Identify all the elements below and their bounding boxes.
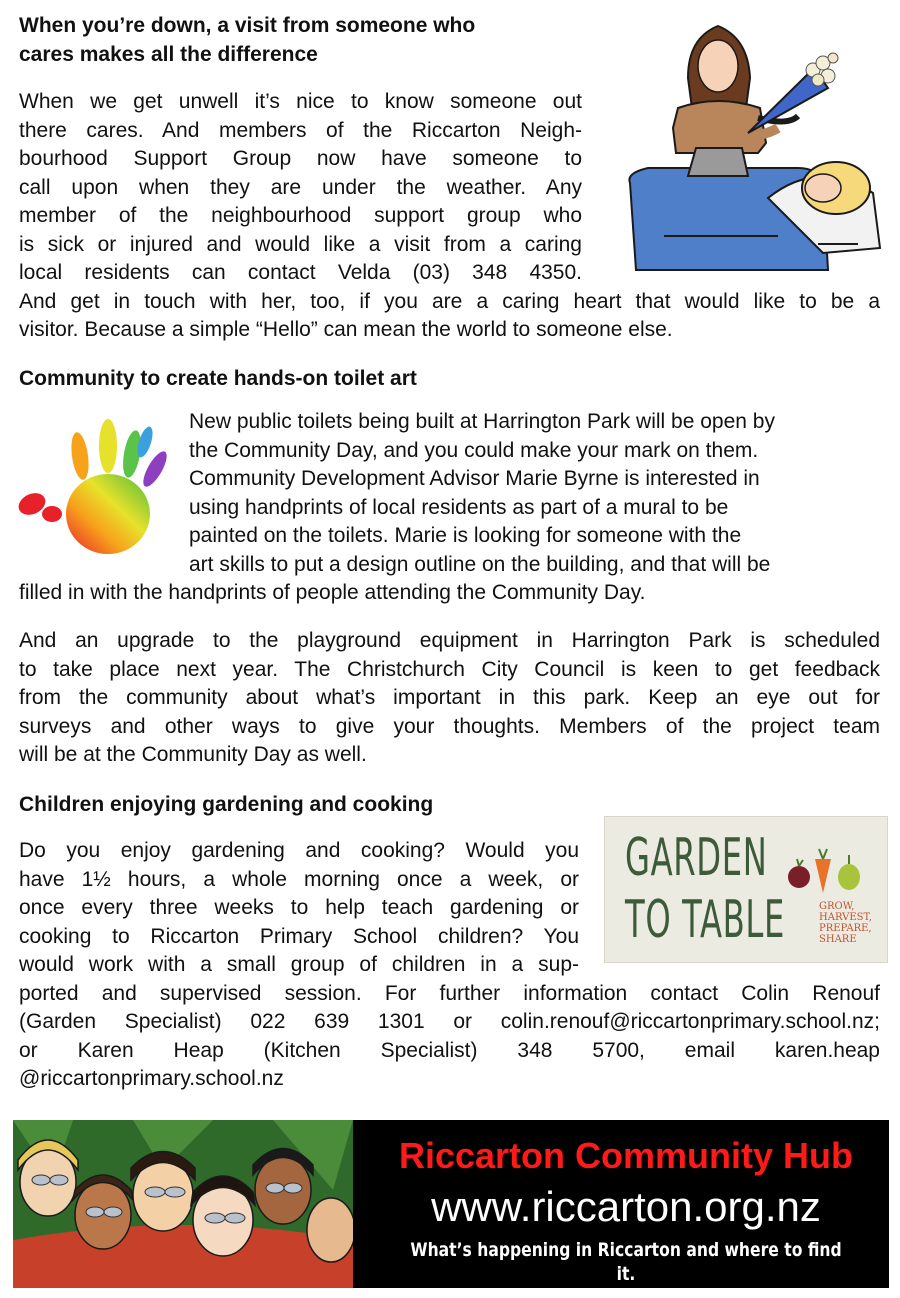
body-line: once every three weeks to help teach gardening or bbox=[19, 896, 579, 919]
body-line: local residents can contact Velda (03) 348 4350. bbox=[19, 261, 582, 284]
body-line: bourhood Support Group now have someone to bbox=[19, 147, 582, 170]
body-line: And get in touch with her, too, if you are a caring heart that would like to be a bbox=[19, 289, 880, 313]
section3-heading: Children enjoying gardening and cooking bbox=[19, 793, 434, 816]
logo-tagline-line: SHARE bbox=[819, 934, 857, 945]
body-line: would work with a small group of children in a sup- bbox=[19, 953, 579, 976]
body-line: (Garden Specialist) 022 639 1301 or colin.renouf@riccartonprimary.school.nz; bbox=[19, 1010, 880, 1033]
visitor-with-flowers-illustration bbox=[618, 8, 888, 278]
body-line: will be at the Community Day as well. bbox=[19, 743, 367, 766]
community-faces-illustration bbox=[13, 1120, 353, 1288]
body-line: When we get unwell it’s nice to know someone out bbox=[19, 90, 582, 113]
section1-heading-line: cares makes all the difference bbox=[19, 43, 318, 66]
body-line: to take place next year. The Christchurch City Council is keen to get feedback bbox=[19, 657, 880, 681]
body-line: @riccartonprimary.school.nz bbox=[19, 1067, 284, 1090]
section2-body bbox=[19, 408, 880, 608]
body-line: And an upgrade to the playground equipment in Harrington Park is scheduled bbox=[19, 629, 880, 652]
body-line: Do you enjoy gardening and cooking? Would you bbox=[19, 839, 579, 862]
body-line: art skills to put a design outline on the building, and that will be bbox=[189, 552, 771, 576]
body-line: or Karen Heap (Kitchen Specialist) 348 5700, email karen.heap bbox=[19, 1038, 880, 1062]
logo-line-garden: GARDEN bbox=[625, 828, 768, 888]
logo-tagline-line: HARVEST, bbox=[819, 912, 872, 923]
logo-line-to-table: TO TABLE bbox=[625, 890, 785, 950]
body-line: the Community Day, and you could make your mark on them. bbox=[189, 438, 759, 462]
vegetables-icon bbox=[787, 845, 865, 895]
body-line: from the community about what’s important in this park. Keep an eye out for bbox=[19, 686, 880, 709]
section1-heading-line: When you’re down, a visit from someone who bbox=[19, 14, 476, 37]
section2-paragraph-2 bbox=[19, 627, 880, 770]
body-line: ported and supervised session. For further information contact Colin Renouf bbox=[19, 981, 880, 1005]
body-line: call upon when they are under the weather. Any bbox=[19, 175, 582, 199]
section2-heading: Community to create hands-on toilet art bbox=[19, 367, 417, 390]
section1-heading bbox=[19, 11, 475, 69]
body-line: surveys and other ways to give your thoughts. Members of the project team bbox=[19, 714, 880, 738]
body-line: New public toilets being built at Harrington Park will be open by bbox=[189, 410, 775, 433]
body-line: visitor. Because a simple “Hello” can mean the world to someone else. bbox=[19, 318, 673, 341]
hub-title: Riccarton Community Hub bbox=[398, 1135, 854, 1176]
logo-tagline-line: GROW, bbox=[819, 901, 855, 912]
body-line: painted on the toilets. Marie is looking for someone with the bbox=[189, 524, 742, 547]
body-line: member of the neighbourhood support group who bbox=[19, 204, 582, 227]
body-line: using handprints of local residents as part of a mural to be bbox=[189, 495, 729, 519]
body-line: have 1½ hours, a whole morning once a week, or bbox=[19, 867, 579, 891]
community-hub-banner bbox=[13, 1120, 889, 1288]
hub-website-link[interactable]: www.riccarton.org.nz bbox=[431, 1183, 821, 1230]
body-line: there cares. And members of the Riccarton Neigh- bbox=[19, 118, 582, 142]
section1-body bbox=[19, 88, 880, 345]
garden-to-table-logo bbox=[604, 816, 888, 963]
logo-tagline-line: PREPARE, bbox=[819, 923, 872, 934]
logo-tagline bbox=[819, 901, 872, 945]
body-line: Community Development Advisor Marie Byrne is interested in bbox=[189, 467, 760, 490]
body-line: filled in with the handprints of people attending the Community Day. bbox=[19, 581, 646, 604]
body-line: cooking to Riccarton Primary School children? You bbox=[19, 924, 579, 948]
body-line: is sick or injured and would like a visit from a caring bbox=[19, 232, 582, 256]
hub-tagline: What’s happening in Riccarton and where to find it. bbox=[410, 1239, 842, 1285]
